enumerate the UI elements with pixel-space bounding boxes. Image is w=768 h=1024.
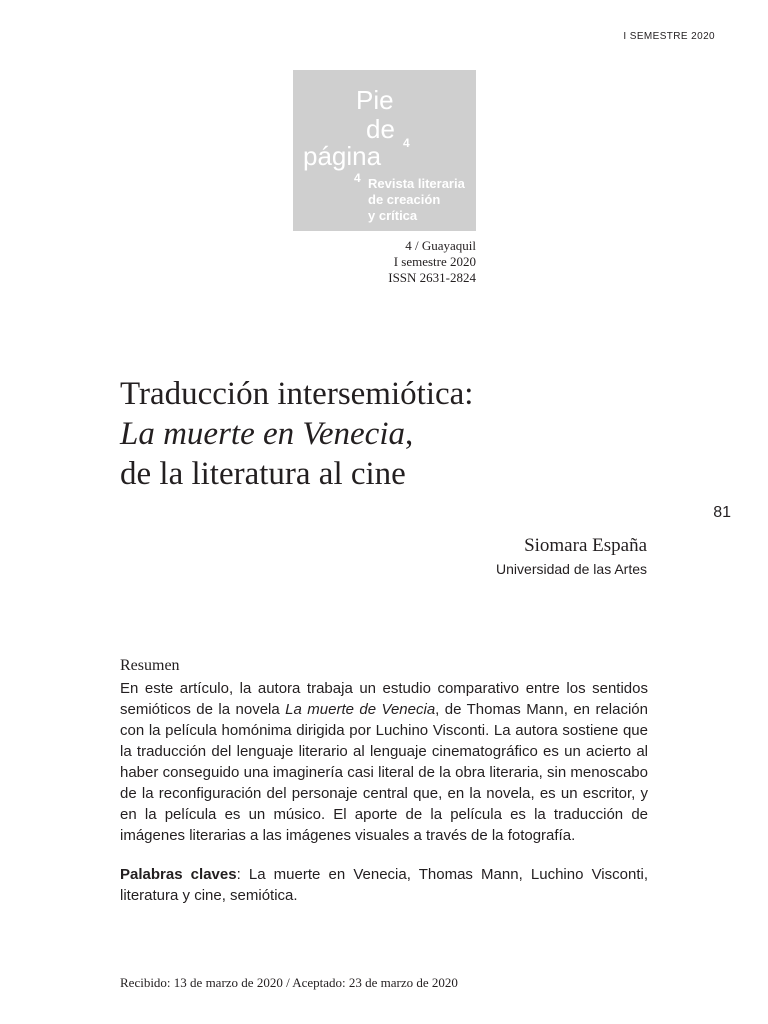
page-number: 81 [713,504,731,521]
abstract-heading: Resumen [120,657,180,674]
journal-logo [293,70,476,231]
author-affiliation: Universidad de las Artes [496,561,647,577]
title-line-3: de la literatura al cine [120,456,406,492]
keywords [120,864,648,906]
title-line-1: Traducción intersemiótica: [120,376,474,412]
logo-issue-number: 4 [403,136,410,150]
logo-tagline [368,176,465,224]
logo-line-de: de [366,114,395,144]
abstract-text [120,678,648,846]
received-accepted-dates: Recibido: 13 de marzo de 2020 / Aceptado: 23 de marzo de 2020 [120,975,458,990]
author-name: Siomara España [524,535,647,556]
tagline-line: Revista literaria [368,176,465,191]
abstract-part: , de Thomas Mann, en relación con la película homónima dirigida por Luchino Visconti. La autora sostiene que la traducción del lenguaje literario al lenguaje cinematográfico es un acierto al haber conseguido una imaginería casi literal de la obra literaria, sin menoscabo de la reconfiguración del personaje central que, en la novela, es un escritor, y en la película es un músico. El aporte de la película es la traducción de imágenes literarias a las imágenes visuales a través de la fotografía. [120,701,648,844]
title-work-name: La muerte en Venecia [120,416,405,452]
issue-info [388,238,476,286]
logo-line-pagina: página [303,141,382,171]
abstract-part: En este artículo, la autora trabaja un estudio comparativo entre los sentidos semióticos de la novela [120,680,648,718]
issue-line: ISSN 2631-2824 [388,270,476,285]
keywords-text: : La muerte en Venecia, Thomas Mann, Luchino Visconti, literatura y cine, semiótica. [120,866,648,904]
tagline-line: de creación [368,192,441,207]
tagline-line: y crítica [368,208,418,223]
issue-line: I semestre 2020 [393,254,476,269]
logo-tag-number: 4 [354,171,361,185]
title-line-2 [120,414,660,454]
abstract-italic: La muerte de Venecia [285,701,436,718]
article-title [120,374,660,494]
logo-line-pie: Pie [356,85,394,115]
keywords-label: Palabras claves [120,866,237,883]
running-head: I SEMESTRE 2020 [623,31,715,42]
issue-line: 4 / Guayaquil [405,238,476,253]
title-comma: , [405,416,414,452]
